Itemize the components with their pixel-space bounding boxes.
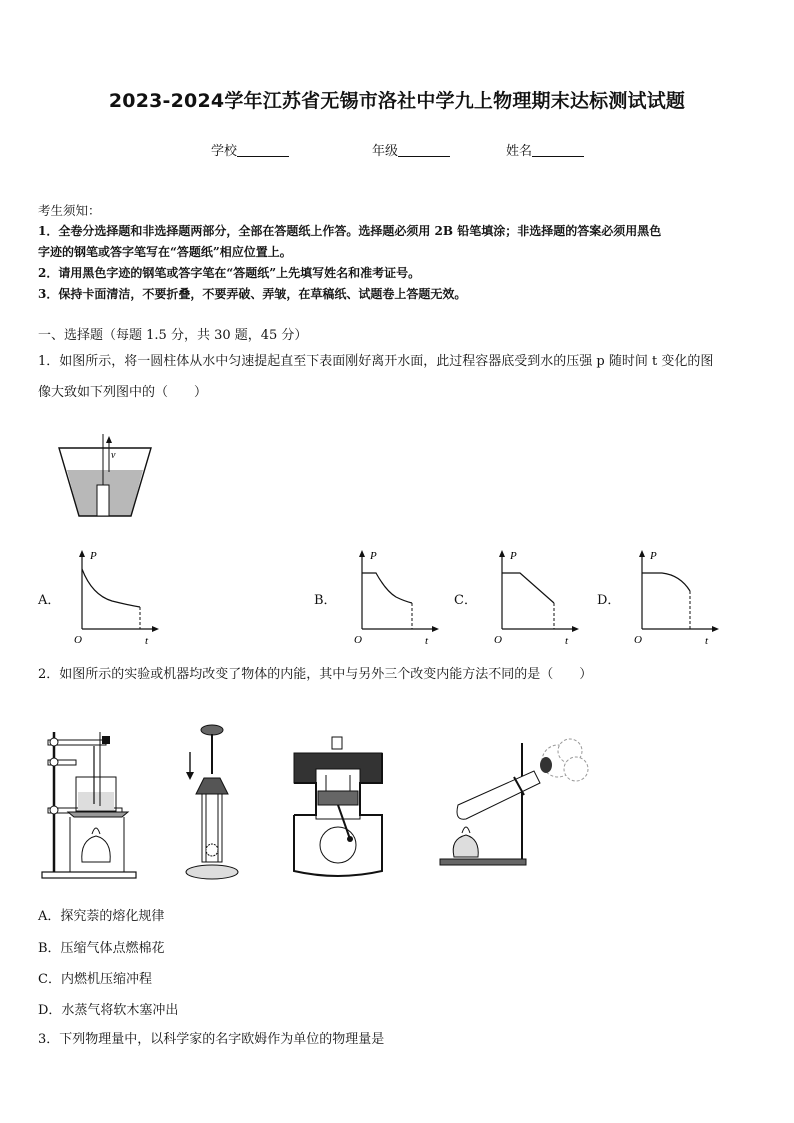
school-field[interactable] [211, 140, 289, 159]
y-axis-arrow [359, 550, 365, 557]
notice-item-2: 2．请用黑色字迹的钢笔或答字笔在“答题纸”上先填写姓名和准考证号。 [38, 266, 421, 280]
x-axis-label: t [705, 635, 709, 647]
name-blank[interactable] [532, 144, 584, 157]
steam-cork-figure [436, 735, 596, 870]
x-axis-label: t [425, 635, 429, 647]
q3-stem: 3．下列物理量中，以科学家的名字欧姆作为单位的物理量是 [38, 1032, 385, 1047]
q1-container-figure [55, 428, 155, 523]
pressure-curve [642, 573, 690, 591]
name-label: 姓名 [506, 144, 533, 159]
x-axis-arrow [152, 626, 159, 632]
school-blank[interactable] [237, 144, 289, 157]
y-axis-arrow [639, 550, 645, 557]
q2-option-d[interactable]: D．水蒸气将软木塞冲出 [38, 1003, 179, 1018]
section-heading: 一、选择题（每题 1.5 分，共 30 题，45 分） [38, 328, 308, 343]
grade-label: 年级 [372, 144, 399, 159]
origin-label: O [74, 634, 82, 646]
cylinder [97, 485, 109, 516]
q2-option-a[interactable]: A．探究萘的熔化规律 [38, 909, 165, 924]
origin-label: O [634, 634, 642, 646]
q1-stem-line-1: 1．如图所示，将一圆柱体从水中匀速提起直至下表面刚好离开水面，此过程容器底受到水的压强 p 随时间 t 变化的图 [38, 354, 714, 369]
page-title: 2023-2024学年江苏省无锡市洛社中学九上物理期末达标测试试题 [108, 90, 686, 112]
naphthalene-melting-apparatus-figure [40, 722, 140, 882]
notice-heading: 考生须知： [38, 203, 101, 218]
q1-stem-line-2: 像大致如下列图中的（ ） [38, 385, 208, 400]
air-compression-igniter-figure [178, 722, 243, 882]
y-axis-label: P [370, 550, 377, 562]
y-axis-label: P [650, 550, 657, 562]
notice-item-1-line-1: 1．全卷分选择题和非选择题两部分，全部在答题纸上作答。选择题必须用 2B 铅笔填涂；非选择题的答案必须用黑色 [38, 224, 662, 238]
x-axis-label: t [145, 635, 149, 647]
pressure-curve [82, 569, 140, 607]
origin-label: O [354, 634, 362, 646]
engine-compression-stroke-figure [288, 735, 388, 880]
name-field[interactable] [506, 140, 584, 159]
x-axis-arrow [572, 626, 579, 632]
x-axis-arrow [712, 626, 719, 632]
q1-option-c[interactable]: C． [454, 593, 477, 608]
q2-option-c[interactable]: C．内燃机压缩冲程 [38, 972, 152, 987]
q1-graph-b [342, 545, 442, 650]
pressure-curve [362, 573, 412, 603]
velocity-label: v [111, 450, 116, 461]
q1-option-a[interactable]: A． [38, 593, 61, 608]
x-axis-label: t [565, 635, 569, 647]
y-axis-label: P [90, 550, 97, 562]
q1-graph-c [482, 545, 582, 650]
q1-graph-a [62, 545, 162, 650]
y-axis-arrow [499, 550, 505, 557]
notice-item-1-line-2: 字迹的钢笔或答字笔写在“答题纸”相应位置上。 [38, 245, 292, 259]
pressure-curve [502, 573, 554, 603]
origin-label: O [494, 634, 502, 646]
y-axis-label: P [510, 550, 517, 562]
velocity-arrow-head [106, 436, 112, 443]
grade-blank[interactable] [398, 144, 450, 157]
y-axis-arrow [79, 550, 85, 557]
q1-option-d[interactable]: D． [597, 593, 621, 608]
grade-field[interactable] [372, 140, 450, 159]
x-axis-arrow [432, 626, 439, 632]
school-label: 学校 [211, 144, 238, 159]
q2-stem: 2．如图所示的实验或机器均改变了物体的内能，其中与另外三个改变内能方法不同的是（ ） [38, 667, 593, 682]
q1-option-b[interactable]: B． [314, 593, 337, 608]
q1-graph-d [622, 545, 722, 650]
q2-option-b[interactable]: B．压缩气体点燃棉花 [38, 941, 165, 956]
notice-item-3: 3．保持卡面清洁，不要折叠，不要弄破、弄皱，在草稿纸、试题卷上答题无效。 [38, 287, 467, 301]
